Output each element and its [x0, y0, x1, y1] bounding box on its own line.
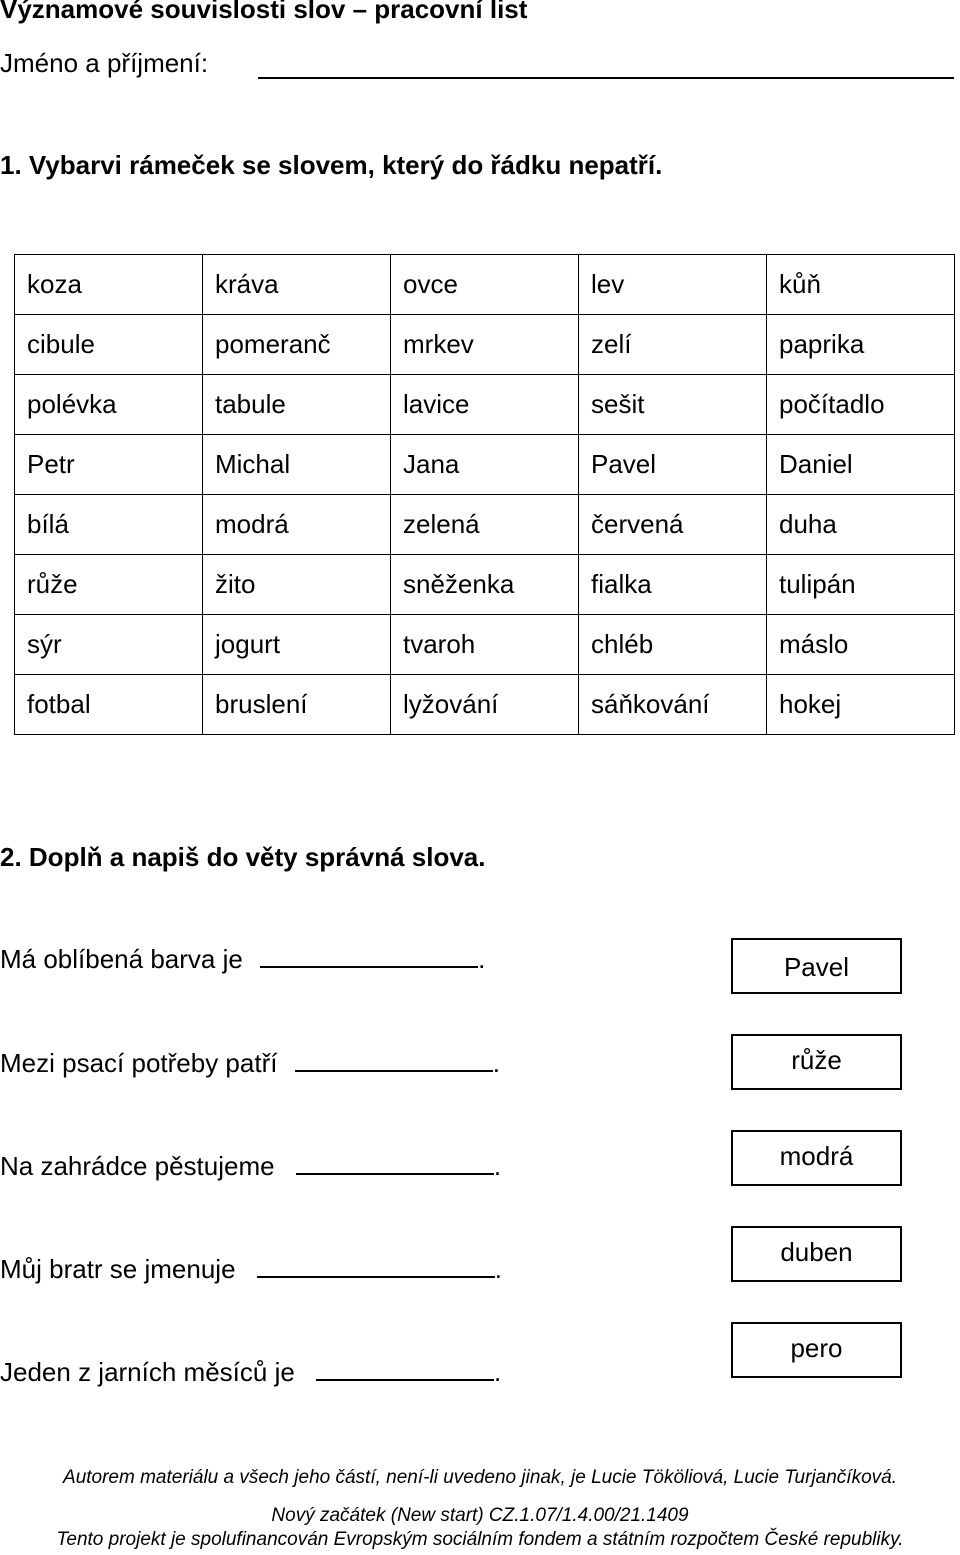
word-cell[interactable]: cibule	[15, 315, 203, 375]
word-cell[interactable]: modrá	[203, 495, 391, 555]
word-cell[interactable]: fotbal	[15, 675, 203, 735]
word-cell[interactable]: počítadlo	[767, 375, 955, 435]
sentence-period: .	[494, 1254, 503, 1284]
word-cell[interactable]: ovce	[391, 255, 579, 315]
sentence-text: Mezi psací potřeby patří	[0, 1048, 278, 1078]
answer-blank[interactable]	[257, 1258, 495, 1278]
sentence-text: Můj bratr se jmenuje	[0, 1254, 236, 1284]
footer-funding: Tento projekt je spolufinancován Evropským sociálním fondem a státním rozpočtem České republiky.	[56, 1529, 904, 1550]
word-cell[interactable]: lavice	[391, 375, 579, 435]
footer-authors: Autorem materiálu a všech jeho částí, není-li uvedeno jinak, je Lucie Tököliová, Lucie Turjančíková.	[63, 1467, 897, 1488]
task1-instruction: 1. Vybarvi rámeček se slovem, který do řádku nepatří.	[0, 150, 663, 180]
sentence-1	[0, 944, 485, 975]
word-cell[interactable]: Petr	[15, 435, 203, 495]
word-cell[interactable]: červená	[579, 495, 767, 555]
word-row	[15, 555, 955, 615]
word-cell[interactable]: bruslení	[203, 675, 391, 735]
word-cell[interactable]: kůň	[767, 255, 955, 315]
word-cell[interactable]: hokej	[767, 675, 955, 735]
word-cell[interactable]: žito	[203, 555, 391, 615]
word-choice-box[interactable]: duben	[731, 1226, 902, 1282]
word-cell[interactable]: bílá	[15, 495, 203, 555]
word-cell[interactable]: zelí	[579, 315, 767, 375]
word-cell[interactable]: tulipán	[767, 555, 955, 615]
worksheet-title: Významové souvislosti slov – pracovní list	[0, 0, 528, 24]
word-cell[interactable]: jogurt	[203, 615, 391, 675]
word-cell[interactable]: růže	[15, 555, 203, 615]
sentence-text: Jeden z jarních měsíců je	[0, 1357, 295, 1387]
word-choice-box[interactable]: Pavel	[731, 938, 902, 994]
word-row	[15, 615, 955, 675]
sentence-text: Má oblíbená barva je	[0, 944, 243, 974]
word-row	[15, 315, 955, 375]
word-cell[interactable]: Daniel	[767, 435, 955, 495]
footer-project: Nový začátek (New start) CZ.1.07/1.4.00/21.1409	[271, 1505, 689, 1526]
word-row	[15, 375, 955, 435]
sentence-4	[0, 1254, 502, 1285]
word-cell[interactable]: zelená	[391, 495, 579, 555]
word-cell[interactable]: pomeranč	[203, 315, 391, 375]
word-cell[interactable]: lyžování	[391, 675, 579, 735]
answer-blank[interactable]	[295, 1052, 493, 1072]
sentence-period: .	[494, 1357, 502, 1387]
word-row	[15, 255, 955, 315]
word-cell[interactable]: Pavel	[579, 435, 767, 495]
word-cell[interactable]: kráva	[203, 255, 391, 315]
word-row	[15, 495, 955, 555]
word-row	[15, 435, 955, 495]
word-choice-box[interactable]: pero	[731, 1322, 902, 1378]
task2-instruction: 2. Doplň a napiš do věty správná slova.	[0, 842, 486, 872]
word-table	[14, 254, 955, 735]
sentence-period: .	[478, 944, 486, 974]
word-cell[interactable]: máslo	[767, 615, 955, 675]
word-cell[interactable]: sýr	[15, 615, 203, 675]
word-cell[interactable]: Michal	[203, 435, 391, 495]
answer-blank[interactable]	[316, 1361, 494, 1381]
sentence-period: .	[492, 1048, 500, 1078]
word-cell[interactable]: mrkev	[391, 315, 579, 375]
word-cell[interactable]: Jana	[391, 435, 579, 495]
sentence-5	[0, 1357, 501, 1388]
word-cell[interactable]: koza	[15, 255, 203, 315]
word-cell[interactable]: polévka	[15, 375, 203, 435]
word-cell[interactable]: chléb	[579, 615, 767, 675]
word-cell[interactable]: tvaroh	[391, 615, 579, 675]
word-cell[interactable]: lev	[579, 255, 767, 315]
name-answer-line[interactable]	[258, 77, 954, 79]
word-cell[interactable]: fialka	[579, 555, 767, 615]
word-cell[interactable]: sáňkování	[579, 675, 767, 735]
answer-blank[interactable]	[296, 1155, 494, 1175]
word-choice-box[interactable]: modrá	[731, 1130, 902, 1186]
sentence-2	[0, 1048, 500, 1079]
word-row	[15, 675, 955, 735]
name-label: Jméno a příjmení:	[0, 48, 209, 78]
word-cell[interactable]: duha	[767, 495, 955, 555]
sentence-3	[0, 1151, 501, 1182]
word-choice-box[interactable]: růže	[731, 1034, 902, 1090]
word-cell[interactable]: paprika	[767, 315, 955, 375]
sentence-text: Na zahrádce pěstujeme	[0, 1151, 275, 1181]
word-cell[interactable]: tabule	[203, 375, 391, 435]
answer-blank[interactable]	[260, 948, 478, 968]
sentence-period: .	[493, 1151, 502, 1181]
word-cell[interactable]: sešit	[579, 375, 767, 435]
word-cell[interactable]: sněženka	[391, 555, 579, 615]
